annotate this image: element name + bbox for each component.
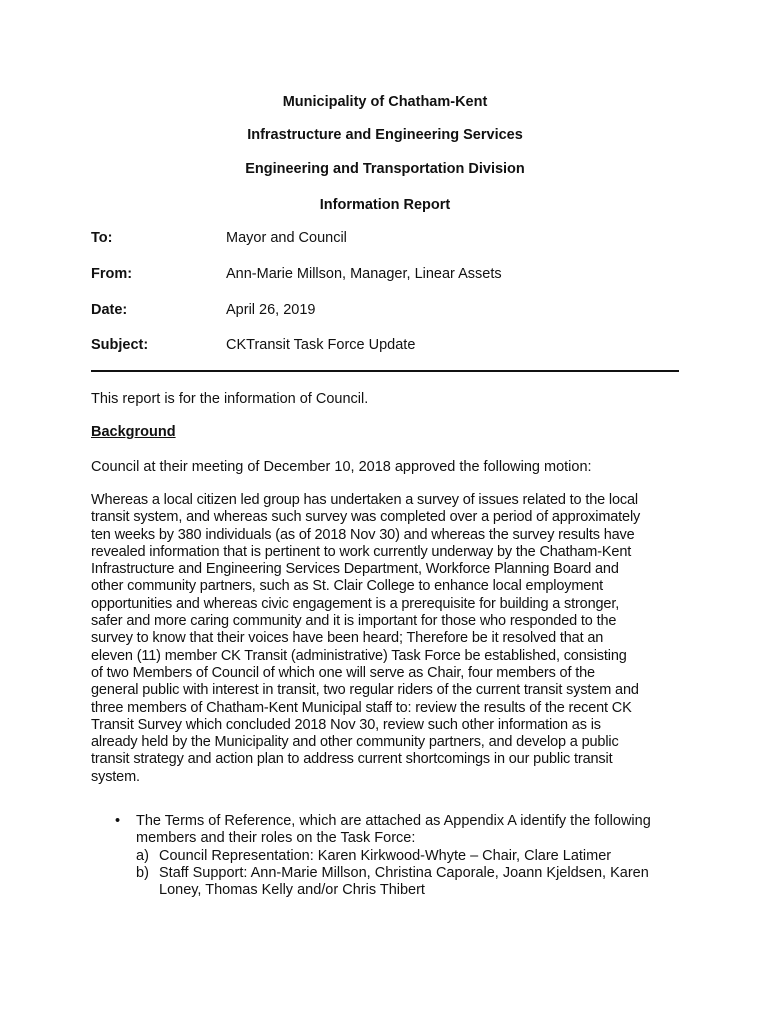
motion-line: Infrastructure and Engineering Services Department, Workforce Planning Board and bbox=[91, 561, 619, 578]
subject-label: Subject: bbox=[91, 337, 149, 353]
terms-of-reference-bullet bbox=[115, 813, 695, 899]
motion-line: already held by the Municipality and other community partners, and develop a public bbox=[91, 734, 619, 751]
subject-value: CKTransit Task Force Update bbox=[226, 337, 416, 353]
motion-line: Whereas a local citizen led group has undertaken a survey of issues related to the local bbox=[91, 492, 638, 508]
motion-line: ten weeks by 380 individuals (as of 2018 Nov 30) and whereas the survey results have bbox=[91, 526, 635, 543]
bullet-line: members and their roles on the Task Force: bbox=[136, 830, 416, 847]
motion-line: safer and more caring community and it is important for those who responded to the bbox=[91, 613, 617, 630]
sub-item-marker: a) bbox=[136, 847, 149, 864]
bullet-line: The Terms of Reference, which are attached as Appendix A identify the following bbox=[136, 813, 651, 829]
division-title: Engineering and Transportation Division bbox=[245, 161, 525, 177]
background-heading: Background bbox=[91, 424, 176, 440]
sub-item-line: Staff Support: Ann-Marie Millson, Christina Caporale, Joann Kjeldsen, Karen bbox=[159, 864, 649, 881]
sub-item-staff bbox=[115, 865, 695, 900]
from-value: Ann-Marie Millson, Manager, Linear Assets bbox=[226, 266, 502, 282]
motion-paragraph bbox=[91, 492, 691, 786]
municipality-title: Municipality of Chatham-Kent bbox=[282, 94, 488, 110]
motion-line: system. bbox=[91, 768, 140, 785]
motion-line: survey to know that their voices have been heard; Therefore be it resolved that an bbox=[91, 630, 604, 647]
sub-item-marker: b) bbox=[136, 864, 149, 881]
date-label: Date: bbox=[91, 302, 128, 318]
sub-item-line: Council Representation: Karen Kirkwood-Whyte – Chair, Clare Latimer bbox=[159, 847, 612, 864]
motion-line: of two Members of Council of which one will serve as Chair, four members of the bbox=[91, 664, 595, 681]
motion-line: opportunities and whereas civic engagement is a prerequisite for building a stronger, bbox=[91, 595, 620, 612]
motion-line: Transit Survey which concluded 2018 Nov 30, review such other information as is bbox=[91, 716, 601, 733]
to-value: Mayor and Council bbox=[226, 230, 347, 246]
motion-line: transit strategy and action plan to address current shortcomings in our public transit bbox=[91, 751, 613, 768]
motion-line: transit system, and whereas such survey was completed over a period of approximately bbox=[91, 509, 641, 526]
motion-line: other community partners, such as St. Clair College to enhance local employment bbox=[91, 578, 604, 595]
bullet-icon: • bbox=[115, 813, 121, 829]
from-label: From: bbox=[91, 266, 133, 282]
background-lead: Council at their meeting of December 10, 2018 approved the following motion: bbox=[91, 459, 592, 475]
motion-line: eleven (11) member CK Transit (administrative) Task Force be established, consisting bbox=[91, 647, 627, 664]
to-label: To: bbox=[91, 230, 113, 246]
motion-line: three members of Chatham-Kent Municipal staff to: review the results of the recent CK bbox=[91, 699, 632, 716]
date-value: April 26, 2019 bbox=[226, 302, 316, 318]
bullet-text bbox=[136, 813, 695, 848]
department-title: Infrastructure and Engineering Services bbox=[247, 127, 523, 143]
motion-line: general public with interest in transit, two regular riders of the current transit system and bbox=[91, 682, 639, 699]
report-type-title: Information Report bbox=[319, 197, 451, 213]
motion-line: revealed information that is pertinent to work currently underway by the Chatham-Kent bbox=[91, 543, 632, 560]
sub-item-council bbox=[115, 848, 695, 865]
header-divider bbox=[91, 370, 679, 372]
intro-statement: This report is for the information of Council. bbox=[91, 391, 369, 407]
sub-item-line: Loney, Thomas Kelly and/or Chris Thibert bbox=[159, 882, 425, 899]
